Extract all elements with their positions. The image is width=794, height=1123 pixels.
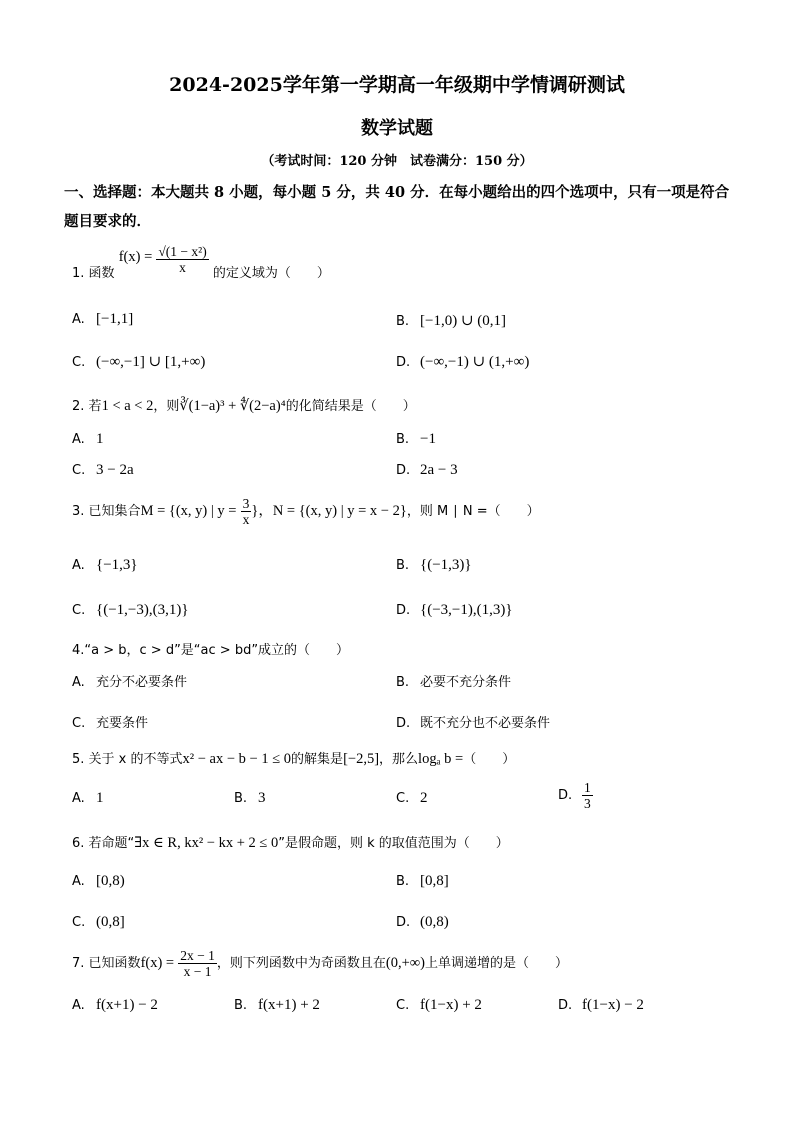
option-label: D. — [558, 788, 573, 803]
option-text: [−1,1] — [96, 311, 134, 327]
option-label: B. — [396, 432, 410, 447]
option-text: {−1,3} — [96, 557, 138, 573]
option-label: C. — [396, 998, 410, 1013]
set-m-close: } — [251, 503, 259, 519]
option-label: D. — [396, 463, 411, 478]
inequality: x² − ax − b − 1 ≤ 0 — [182, 751, 292, 767]
option-text: 必要不充分条件 — [420, 675, 512, 690]
question-text-tail: ”是假命题，则 k 的取值范围为（ ） — [278, 836, 509, 851]
option-c[interactable] — [72, 712, 148, 731]
question-text: 若命题“ — [88, 836, 135, 851]
option-label: C. — [72, 915, 86, 930]
option-a[interactable] — [72, 671, 187, 690]
option-text: f(1−x) − 2 — [582, 997, 644, 1013]
option-b[interactable] — [396, 671, 511, 690]
question-text: 函数 — [88, 266, 115, 281]
option-text: (0,8) — [420, 914, 449, 930]
option-text: (−∞,−1) ∪ (1,+∞) — [420, 354, 530, 370]
question-number: 2. — [72, 399, 85, 414]
option-text: 1 — [96, 431, 104, 447]
option-label: A. — [72, 558, 85, 573]
question-text: 已知集合 — [88, 504, 141, 519]
option-label: A. — [72, 675, 85, 690]
option-d[interactable] — [558, 780, 593, 811]
option-text: f(x+1) − 2 — [96, 997, 158, 1013]
option-c[interactable] — [72, 914, 125, 931]
question-text-tail: 的化简结果是（ ） — [285, 399, 416, 414]
question-text-mid: ，则 — [153, 399, 180, 414]
option-text: −1 — [420, 431, 436, 447]
option-c[interactable] — [396, 790, 428, 807]
option-d[interactable] — [558, 997, 644, 1014]
question-6 — [72, 832, 509, 852]
option-text: 2 — [420, 790, 428, 806]
option-label: A. — [72, 312, 85, 327]
question-number: 1. — [72, 266, 85, 281]
option-a[interactable] — [72, 557, 138, 574]
exam-info: （考试时间：120 分钟 试卷满分：150 分） — [261, 154, 533, 169]
fraction-numerator: 1 — [584, 780, 591, 795]
option-label: B. — [396, 675, 410, 690]
question-text-mid: ，则下列函数中为奇函数且在 — [216, 956, 386, 971]
question-text-tail: （ ） — [463, 752, 516, 767]
option-label: C. — [396, 791, 410, 806]
question-text-mid2: ，那么 — [379, 752, 419, 767]
option-text: f(x+1) + 2 — [258, 997, 320, 1013]
question-1 — [72, 244, 330, 281]
set-m: M = {(x, y) | y = — [140, 503, 237, 519]
option-text: (0,8] — [96, 914, 125, 930]
option-c[interactable] — [72, 602, 189, 619]
option-c[interactable] — [72, 352, 205, 371]
option-label: C. — [72, 463, 86, 478]
option-text: 充要条件 — [96, 716, 149, 731]
option-label: C. — [72, 603, 86, 618]
question-number: 5. — [72, 752, 85, 767]
option-label: A. — [72, 791, 85, 806]
option-label: B. — [234, 791, 248, 806]
option-label: D. — [396, 603, 411, 618]
question-number: 6. — [72, 836, 85, 851]
option-a[interactable] — [72, 873, 125, 890]
option-label: D. — [396, 355, 411, 370]
question-text: “a > b，c > d”是“ac > bd”成立的（ ） — [84, 643, 350, 658]
option-b[interactable] — [234, 997, 320, 1014]
log-expression: logₐ b = — [418, 751, 464, 767]
option-b[interactable] — [396, 873, 449, 890]
option-label: D. — [396, 915, 411, 930]
option-text: f(1−x) + 2 — [420, 997, 482, 1013]
option-label: D. — [396, 716, 411, 731]
option-a[interactable] — [72, 997, 158, 1014]
option-b[interactable] — [234, 790, 266, 807]
option-label: B. — [396, 558, 410, 573]
fraction-numerator: 2x − 1 — [180, 948, 215, 963]
option-a[interactable] — [72, 311, 133, 328]
option-text: 2a − 3 — [420, 462, 458, 478]
option-b[interactable] — [396, 557, 472, 574]
option-c[interactable] — [396, 997, 482, 1014]
option-text: [−1,0) ∪ (0,1] — [420, 313, 507, 329]
option-b[interactable] — [396, 431, 436, 448]
option-label: B. — [396, 874, 410, 889]
option-d[interactable] — [396, 462, 458, 479]
question-text: 关于 x 的不等式 — [88, 752, 183, 767]
option-d[interactable] — [396, 712, 550, 731]
fraction-numerator: 3 — [242, 496, 250, 511]
subject-title: 数学试题 — [361, 118, 433, 139]
question-text-mid: 的解集是 — [291, 752, 344, 767]
fraction-numerator: √(1 − x²) — [158, 244, 207, 259]
question-text-tail: 的定义域为（ ） — [212, 266, 330, 281]
fraction-denominator: x — [242, 512, 250, 527]
option-text: (−∞,−1] ∪ [1,+∞) — [96, 354, 206, 370]
fraction-denominator: x — [179, 260, 186, 275]
question-7 — [72, 948, 568, 979]
question-text-tail: ，则 M ∣ N =（ ） — [406, 504, 540, 519]
question-3 — [72, 496, 540, 527]
set-n: ，N = {(x, y) | y = x − 2} — [258, 503, 407, 519]
question-5 — [72, 748, 515, 768]
option-label: C. — [72, 716, 86, 731]
option-text: {(−3,−1),(1,3)} — [420, 602, 513, 618]
question-number: 3. — [72, 504, 85, 519]
option-text: {(−1,3)} — [420, 557, 472, 573]
option-d[interactable] — [396, 602, 513, 619]
option-text: 3 − 2a — [96, 462, 134, 478]
option-d[interactable] — [396, 914, 449, 931]
function-fraction — [178, 948, 217, 979]
option-a[interactable] — [72, 431, 104, 448]
fraction-denominator: 3 — [584, 796, 591, 811]
option-d[interactable] — [396, 352, 529, 371]
set-m-fraction — [241, 496, 252, 527]
option-c[interactable] — [72, 462, 134, 479]
option-text: 1 — [96, 790, 104, 806]
interval: [−2,5] — [343, 751, 380, 767]
formula-lhs: f(x) = — [118, 249, 153, 265]
option-b[interactable] — [396, 311, 506, 330]
expression: ∛(1−a)³ + ∜(2−a)⁴ — [179, 398, 286, 414]
question-text: 已知函数 — [88, 956, 141, 971]
option-text: 3 — [258, 790, 266, 806]
question-number: 7. — [72, 956, 85, 971]
question-2 — [72, 395, 416, 415]
section-heading: 一、选择题：本大题共 8 小题，每小题 5 分，共 40 分．在每小题给出的四个选项中，只有一项是符合题目要求的． — [64, 184, 730, 230]
question-text: 若 — [88, 399, 102, 414]
option-a[interactable] — [72, 790, 104, 807]
option-label: B. — [234, 998, 248, 1013]
option-label: A. — [72, 998, 85, 1013]
option-text: {(−1,−3),(3,1)} — [96, 602, 189, 618]
option-label: C. — [72, 355, 86, 370]
question-4 — [72, 639, 349, 658]
condition: 1 < a < 2 — [101, 398, 154, 414]
option-label: B. — [396, 314, 410, 329]
option-label: A. — [72, 432, 85, 447]
option-label: A. — [72, 874, 85, 889]
exam-title: 2024-2025学年第一学期高一年级期中学情调研测试 — [169, 74, 625, 96]
option-text: 既不充分也不必要条件 — [420, 716, 551, 731]
question-text-tail: 上单调递增的是（ ） — [424, 956, 568, 971]
proposition: ∃x ∈ R, kx² − kx + 2 ≤ 0 — [134, 835, 279, 851]
function-lhs: f(x) = — [140, 955, 175, 971]
fraction-denominator: x − 1 — [183, 964, 212, 979]
option-label: D. — [558, 998, 573, 1013]
option-fraction — [582, 780, 593, 811]
option-text: [0,8] — [420, 873, 449, 889]
question-number: 4. — [72, 643, 85, 658]
option-text: 充分不必要条件 — [96, 675, 188, 690]
option-text: [0,8) — [96, 873, 125, 889]
interval: (0,+∞) — [385, 955, 425, 971]
fraction — [156, 244, 208, 275]
